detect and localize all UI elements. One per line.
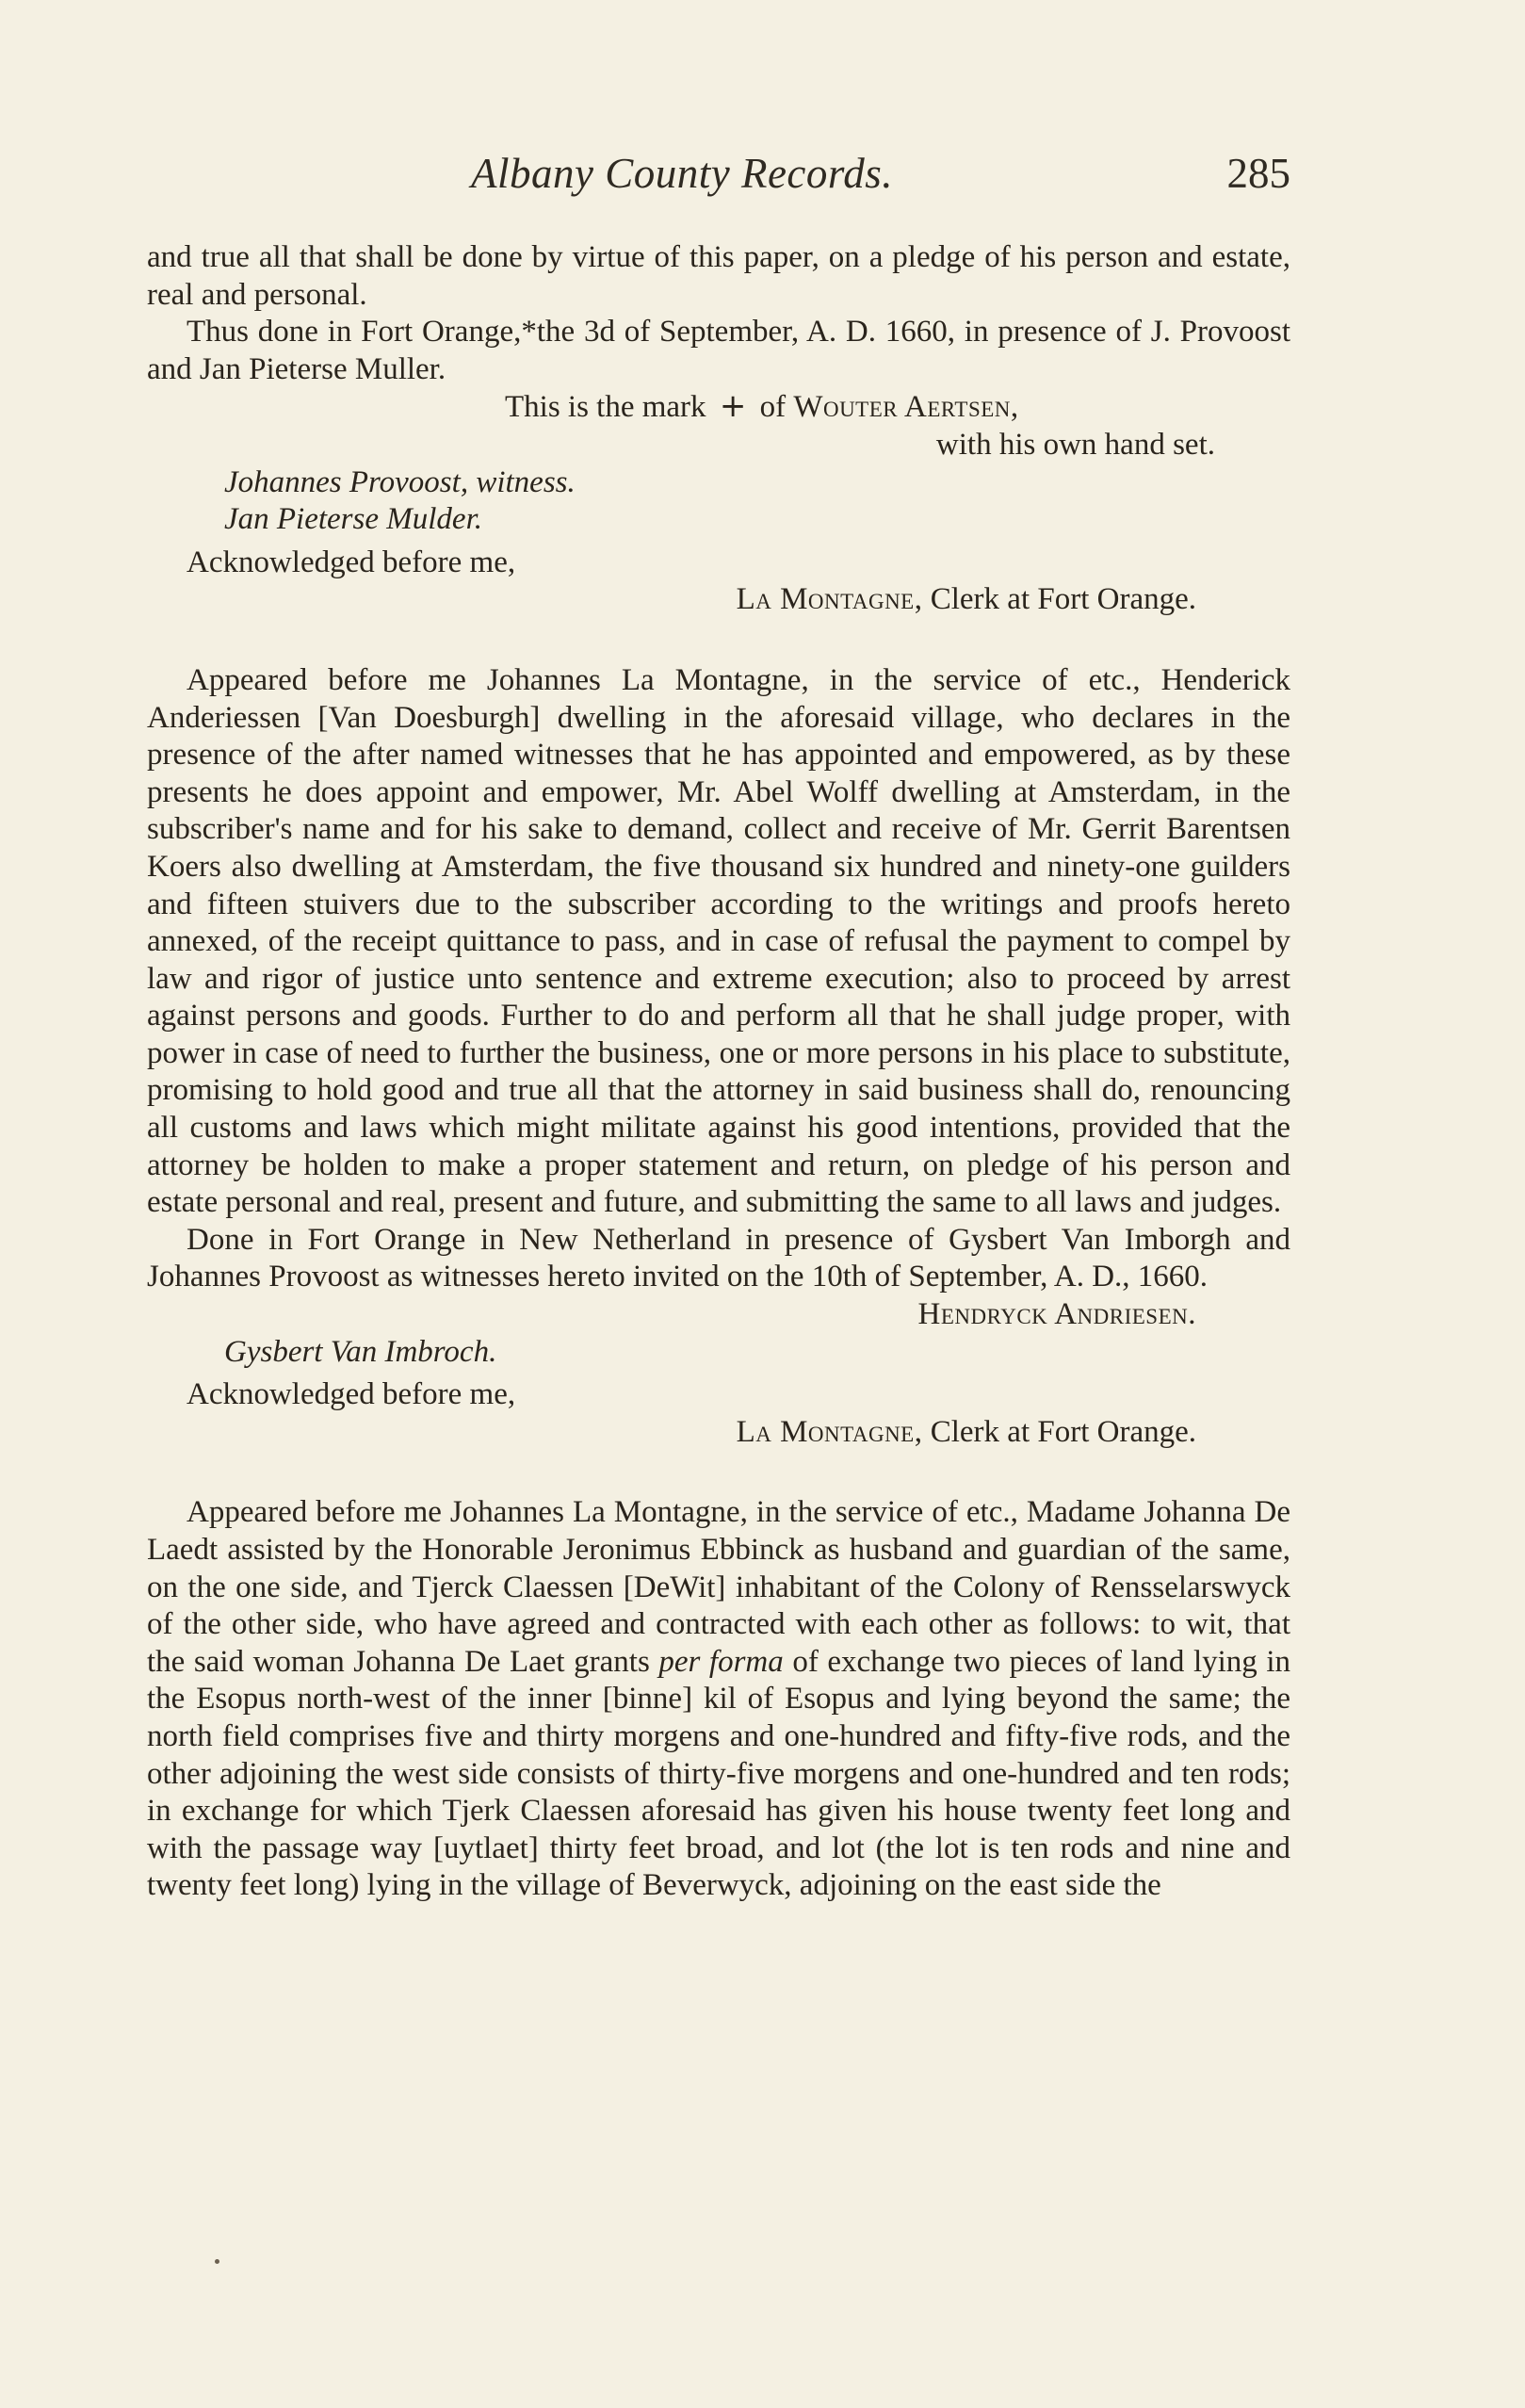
section-gap-2 — [147, 1451, 1290, 1494]
acknowledgement-2: Acknowledged before me, — [187, 1377, 516, 1412]
appeared-paragraph-3 — [147, 1494, 1290, 1905]
mark-hand-line: with his own hand set. — [935, 427, 1215, 462]
clerk-signature-2 — [147, 1414, 1290, 1452]
mark-prefix: This is the mark — [505, 390, 706, 425]
clerk-signature-1 — [147, 581, 1290, 619]
section-gap-1 — [147, 619, 1290, 662]
paragraph-3-italic-phrase: per forma — [658, 1644, 784, 1679]
mark-line — [147, 388, 1290, 427]
running-title: Albany County Records. — [471, 150, 893, 197]
witness-3: Gysbert Van Imbroch. — [224, 1334, 497, 1369]
acknowledgement-1: Acknowledged before me, — [187, 545, 516, 579]
done-paragraph-1: Thus done in Fort Orange,*the 3d of September, A. D. 1660, in presence of J. Provoost and Jan Pieterse Muller. — [147, 315, 1290, 386]
page-header — [151, 149, 1290, 205]
paragraph-3-text-before: Appeared before me Johannes La Montagne, in the service of etc., Madame Johanna De Laedt assisted by the Honorable Jeronimus Ebbinck as husband and guardian of the same, on the one side, and Tjerck Claessen [DeWit] inhabitant of the Colony of Rensselarswyck of the other side, who have agreed and contracted with each other as follows: to wit, that the said woman Johanna De Laet grants — [147, 1495, 1290, 1679]
continued-paragraph: and true all that shall be done by virtue of this paper, on a pledge of his person and estate, real and personal. — [147, 240, 1290, 312]
clerk-title-1: Clerk at Fort Orange. — [930, 582, 1196, 617]
witness-1: Johannes Provoost, witness. — [224, 464, 576, 499]
clerk-title-2: Clerk at Fort Orange. — [930, 1414, 1196, 1449]
body-text — [147, 239, 1290, 1905]
page-number: 285 — [1226, 150, 1290, 197]
witness-2: Jan Pieterse Mulder. — [224, 502, 483, 537]
signature-2: Hendryck Andriesen. — [917, 1297, 1196, 1332]
done-paragraph-2: Done in Fort Orange in New Netherland in presence of Gysbert Van Imborgh and Johannes Provoost as witnesses hereto invited on the 10th of September, A. D., 1660. — [147, 1222, 1290, 1294]
mark-of: of — [759, 390, 787, 425]
cross-mark-icon: + — [719, 387, 747, 426]
clerk-name-1: La Montagne, — [736, 582, 923, 617]
paper-speck — [215, 2259, 219, 2264]
appeared-paragraph-2: Appeared before me Johannes La Montagne, in the service of etc., Henderick Anderiessen [Van Doesburgh] dwelling in the aforesaid village, who declares in the presence of the after named witnesses that he has appointed and empowered, as by these presents he does appoint and empower, Mr. Abel Wolff dwelling at Amsterdam, in the subscriber's name and for his sake to demand, collect and receive of Mr. Gerrit Barentsen Koers also dwelling at Amsterdam, the five thousand six hundred and ninety-one guilders and fifteen stuivers due to the subscriber according to the writings and proofs hereto annexed, of the receipt quittance to pass, and in case of refusal the payment to compel by law and rigor of justice unto sentence and extreme execution; also to proceed by arrest against persons and goods. Further to do and perform all that he shall judge proper, with power in case of need to further the business, one or more persons in his place to substitute, promising to hold good and true all that the attorney in said business shall do, renouncing all customs and laws which might militate against his good intentions, provided that the attorney be holden to make a proper statement and return, on pledge of his person and estate personal and real, present and future, and submitting the same to all laws and judges. — [147, 662, 1290, 1220]
mark-name: Wouter Aertsen, — [793, 390, 1019, 425]
paragraph-3-text-after: of exchange two pieces of land lying in the Esopus north-west of the inner [binne] kil of Esopus and lying beyond the same; the north field comprises five and thirty morgens and one-hundred and fifty-five rods, and the other adjoining the west side consists of thirty-five morgens and one-hundred and ten rods; in exchange for which Tjerk Claessen aforesaid has given his house twenty feet long and with the passage way [uytlaet] thirty feet broad, and lot (the lot is ten rods and nine and twenty feet long) lying in the village of Beverwyck, adjoining on the east side the — [147, 1644, 1291, 1903]
clerk-name-2: La Montagne, — [736, 1414, 923, 1449]
